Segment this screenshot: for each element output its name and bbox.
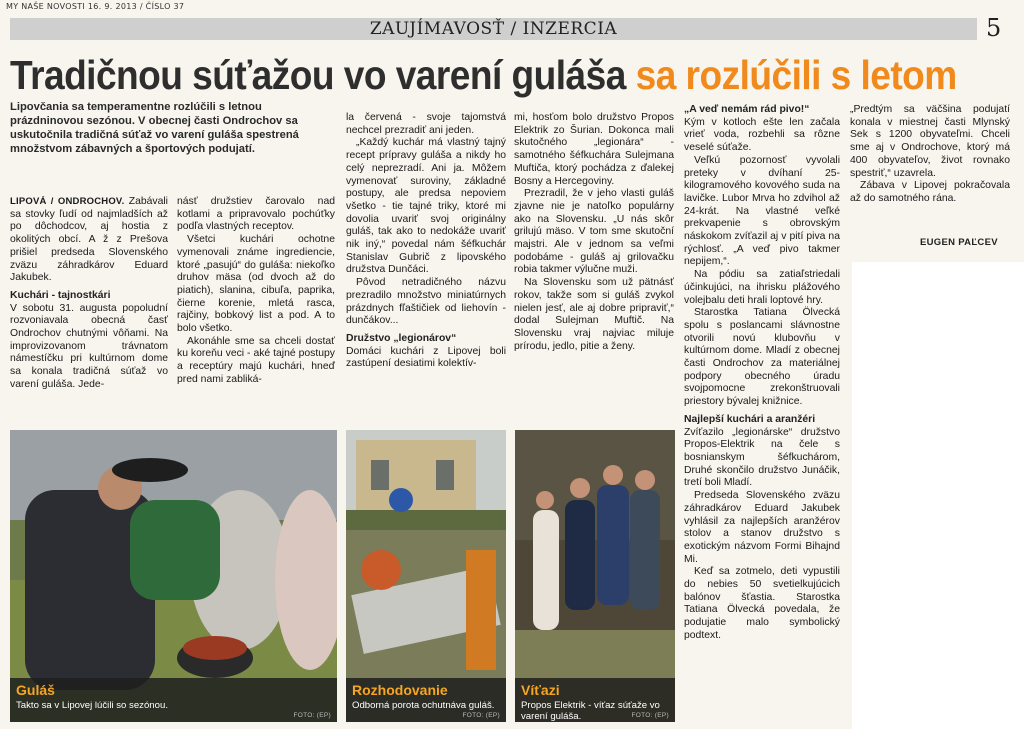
photo-credit: FOTO: (EP) xyxy=(293,712,331,719)
paragraph: „Predtým sa väčšina podujatí konala v miestnej časti Mlynský Sek s 1200 obyvateľmi. Chceli sme aj v Ondrochove, ktorý má 400 obyvateľov, život rovnako spestriť,“ uzavrela. xyxy=(850,104,1010,179)
caption-text: Propos Elektrik - víťaz súťaže vo varení guláša. xyxy=(521,700,660,722)
photo-caption xyxy=(10,678,337,722)
masthead: MY NAŠE NOVOSTI 16. 9. 2013 / ČÍSLO 37 xyxy=(6,2,185,11)
paragraph: Na pódiu sa zatiaľstriedali účinkujúci, na ihrisku plážového volejbalu deti hrali loptové hry. xyxy=(684,269,840,306)
section-title: ZAUJÍMAVOSŤ / INZERCIA xyxy=(369,19,618,39)
paragraph: V sobotu 31. augusta popoludní rozvoniavala obecná časť Ondrochov chutnými vôňami. Na improvizovanom trávnatom námestíčku pri kultúrnom dome sa konala tradičná súťaž vo varení guláša. Jede- xyxy=(10,302,168,390)
subheading: Najlepší kuchári a aranžéri xyxy=(684,413,816,425)
paragraph: Predseda Slovenského zväzu záhradkárov Eduard Jakubek vyhlásil za najlepších aranžérov stolov a stanov družstvo s exotickým názvom Formi Bihajnd Mi. xyxy=(684,490,840,565)
article-column-1 xyxy=(10,196,168,422)
photo-gulas xyxy=(10,430,337,722)
paragraph: násť družstiev čarovalo nad kotlami a pripravovalo pochúťky podľa vlastných receptov. xyxy=(177,196,335,233)
lead-paragraph: Lipovčania sa temperamentne rozlúčili s letnou prázdninovou sezónou. V obecnej časti Ondrochov sa uskutočnila tradičná súťaž vo varení guláša spestrená množstvom zábavných a športových podujatí. xyxy=(10,101,299,155)
paragraph-text: Zabávali sa stovky ľudí od najmladších až po dôchodcov, aj hostia z okolitých obcí. A ž z Prešova prišiel predseda Slovenského zväzu záhradkárov Eduard Jakubek. xyxy=(10,196,168,284)
subheading: „A veď nemám rád pivo!“ xyxy=(684,104,810,115)
paragraph: Akonáhle sme sa chceli dostať ku koreňu veci - aké tajné postupy a receptúry majú kuchári, hneď pred nami zabliká- xyxy=(177,335,335,385)
paragraph: „Každý kuchár má vlastný tajný recept prípravy guláša a nikdy ho celý neprezradí. Ani ja. Môžem vymenovať suroviny, základné postupy, ale predsa nepoviem všetko - tie tajné triky, ktoré mi dovolia uvariť svoj originálny guláš, tak ako to nedokáže uvariť nik iný,“ povedal nám šéfkuchár Stanislav Gubrič z lipovského družstva Dunčáci. xyxy=(346,137,506,276)
headline xyxy=(10,52,957,98)
paragraph: Veľkú pozornosť vyvolali preteky v dvíhaní 25-kilogramového kovového suda na lavičke. Lubor Mrva ho zdvihol až 24-krát. Na vlastné veľké prekvapenie s obrovským náskokom zvíťazil aj v pití piva na rýchlosť. „A veď pivo takmer nepijem,“. xyxy=(684,154,840,268)
caption-text: Takto sa v Lipovej lúčili so sezónou. xyxy=(16,700,168,711)
caption-title: Rozhodovanie xyxy=(352,682,448,698)
paragraph: Kým v kotloch ešte len začala vrieť voda, rozbehli sa rôzne veselé súťaže. xyxy=(684,116,840,154)
section-bar xyxy=(10,18,977,40)
caption-title: Víťazi xyxy=(521,682,560,698)
photo-vitazi xyxy=(515,430,675,722)
caption-title: Guláš xyxy=(16,682,55,698)
paragraph xyxy=(10,196,168,285)
article-column-3 xyxy=(346,112,506,422)
paragraph: Na Slovensku som už pätnásť rokov, takže som si guláš zvykol nielen jesť, ale aj dobre pripraviť,“ dodal Sulejman Muftič. Na Slovensku vraj najviac miluje prírodu, jedlo, pitie a ženy. xyxy=(514,277,674,352)
paragraph: mi, hosťom bolo družstvo Propos Elektrik zo Šurian. Dokonca mali skutočného „legionára“ - samotného šéfkuchára Sulejmana Muftiča, ktorý pochádza z ďalekej Bosny a Hercegoviny. xyxy=(514,112,674,187)
paragraph: Domáci kuchári z Lipovej boli zastúpení desiatimi kolektív- xyxy=(346,345,506,370)
photo-rozhodovanie xyxy=(346,430,506,722)
dateline: LIPOVÁ / ONDROCHOV. xyxy=(10,196,125,207)
paragraph: Všetci kuchári ochotne vymenovali známe ingrediencie, ktoré „pasujú“ do guláša: niekoľko druhov mäsa (od dvoch až do piatich), slanina, cibuľa, paprika, čierne korenie, mletá rasca, rajčiny, bobkový list a pod. A to bolo všetko. xyxy=(177,234,335,335)
page-number: 5 xyxy=(986,14,1002,42)
photo-caption xyxy=(346,678,506,722)
photo-caption xyxy=(515,678,675,722)
paragraph: Pôvod netradičného názvu prezradilo množstvo miniatúrnych prázdnych fľaštičiek od liehovín - dunčákov... xyxy=(346,277,506,327)
photo-credit: FOTO: (EP) xyxy=(631,712,669,719)
page-margin xyxy=(852,262,1024,729)
paragraph: Zvíťazilo „legionárske“ družstvo Propos-Elektrik na čele s bosnianskym šéfkuchárom, Druhé skončilo družstvo Junáčik, tretí boli Mladí. xyxy=(684,426,840,489)
article-column-6 xyxy=(850,104,1010,236)
photo-credit: FOTO: (EP) xyxy=(462,712,500,719)
paragraph: Prezradil, že v jeho vlasti guláš zjavne nie je natoľko populárny ako na Slovensku. „U nás skôr grilujú mäso. V tom sme skutoční majstri. Ale v jednom sa veľmi podobáme - guláš aj grilovačku robia takmer výlučne muži. xyxy=(514,188,674,276)
headline-accent: sa rozlúčili s letom xyxy=(635,52,957,98)
article-column-2 xyxy=(177,196,335,422)
caption-text: Odborná porota ochutnáva guláš. xyxy=(352,700,495,711)
paragraph: Keď sa zotmelo, deti vypustili do nebies 50 svetielkujúcich balónov šťastia. Starostka Tatiana Ölvecká povedala, že podujatie malo symbolický podtext. xyxy=(684,566,840,641)
article-column-5 xyxy=(684,104,840,724)
paragraph: Starostka Tatiana Ölvecká spolu s poslancami slávnostne otvorili novú klubovňu v kultúrnom dome. Mladí z obecnej časti Ondrochov za materiálnej podpory obecného úradu svojpomocne zrekonštruovali priestory bývalej knižnice. xyxy=(684,307,840,408)
subheading: Kuchári - tajnostkári xyxy=(10,289,111,301)
headline-main: Tradičnou súťažou vo varení guláša xyxy=(10,52,626,98)
article-column-4 xyxy=(514,112,674,422)
byline: EUGEN PAĽCEV xyxy=(920,237,998,248)
subheading: Družstvo „legionárov“ xyxy=(346,332,457,344)
paragraph: Zábava v Lipovej pokračovala až do samotného rána. xyxy=(850,180,1010,204)
paragraph: la červená - svoje tajomstvá nechcel prezradiť ani jeden. xyxy=(346,112,506,136)
